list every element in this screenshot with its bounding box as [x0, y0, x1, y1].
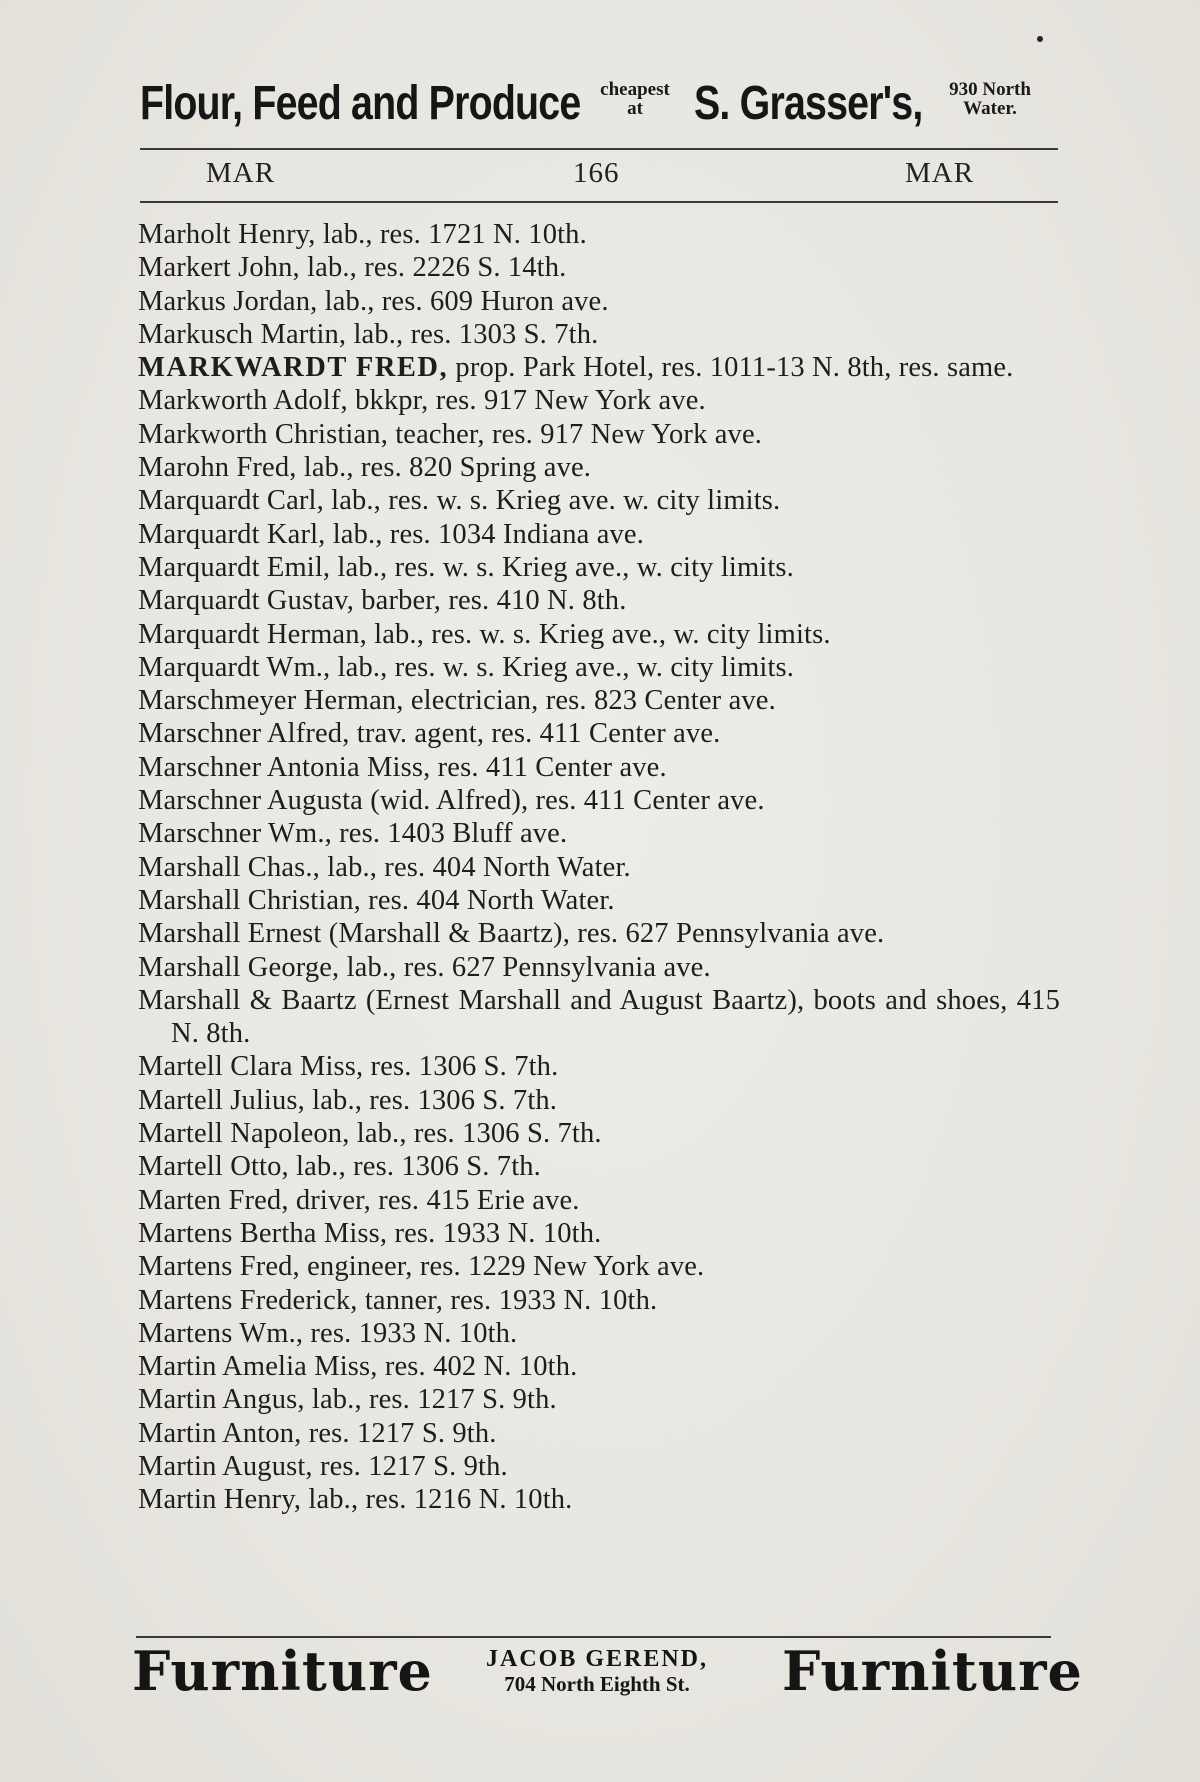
directory-entry — [138, 817, 1060, 850]
ad-furniture-left: Furniture — [132, 1639, 433, 1703]
footer-rule — [136, 1636, 1051, 1638]
directory-entry — [138, 318, 1060, 351]
entry-details: res. 1217 S. 9th. — [312, 1450, 508, 1482]
ad-main-text: Flour, Feed and Produce — [140, 77, 581, 130]
directory-entry — [138, 1284, 1060, 1317]
entry-name: Marquardt Wm., — [138, 651, 331, 683]
ad-address-line1: 930 North — [949, 79, 1031, 100]
entry-name: Martell Julius, — [138, 1084, 305, 1116]
directory-entry — [138, 1050, 1060, 1083]
entry-name: Martin August, — [138, 1450, 313, 1482]
entry-name: Marschner Augusta — [138, 785, 363, 817]
entry-details: lab., res. 1303 S. 7th. — [346, 318, 599, 350]
entry-name: Marschmeyer Herman, — [138, 685, 404, 717]
directory-entry — [138, 484, 1060, 517]
ad-address-line2: Water. — [963, 98, 1017, 119]
directory-entry — [138, 251, 1060, 284]
entry-name: MARKWARDT FRED, — [138, 352, 449, 384]
entry-details: res. 402 N. 10th. — [377, 1351, 578, 1383]
directory-entry — [138, 1417, 1060, 1450]
entry-details: lab., res. w. s. Krieg ave. w. city limits. — [323, 485, 781, 517]
entry-details: (Ernest Marshall and August Baartz), boots and shoes, 415 N. 8th. — [171, 984, 1060, 1050]
header-left-guide: MAR — [206, 157, 276, 189]
directory-entry — [138, 1450, 1060, 1483]
entry-name: Martens Frederick, — [138, 1284, 358, 1316]
ad-merchant-address: 704 North Eighth St. — [504, 1672, 690, 1696]
entry-details: res. 404 North Water. — [360, 884, 615, 916]
bottom-advertisement — [132, 1639, 1083, 1720]
directory-entry — [138, 917, 1060, 950]
directory-entry — [138, 1317, 1060, 1350]
directory-entry — [138, 218, 1060, 251]
directory-entry — [138, 1084, 1060, 1117]
entry-name: Marquardt Herman, — [138, 618, 367, 650]
directory-entry — [138, 951, 1060, 984]
directory-entry — [138, 1150, 1060, 1183]
entry-details: res. 1403 Bluff ave. — [331, 818, 568, 850]
entry-name: Martin Anton, — [138, 1417, 302, 1449]
directory-entry — [138, 551, 1060, 584]
entry-name: Marquardt Emil, — [138, 551, 331, 583]
entry-details: trav. agent, res. 411 Center ave. — [349, 718, 721, 750]
entry-name: Marschner Antonia Miss, — [138, 751, 431, 783]
entry-details: lab., res. 2226 S. 14th. — [299, 252, 567, 284]
entry-name: Martell Napoleon, — [138, 1118, 350, 1150]
directory-entry — [138, 1350, 1060, 1383]
directory-entry — [138, 351, 1060, 384]
entry-details: res. 411 Center ave. — [430, 751, 667, 783]
entry-name: Marschner Alfred, — [138, 718, 350, 750]
directory-entry — [138, 984, 1060, 1051]
page-number: 166 — [573, 157, 620, 189]
header-right-guide: MAR — [905, 157, 975, 189]
entry-details: tanner, res. 1933 N. 10th. — [357, 1284, 658, 1316]
entry-details: lab., res. 609 Huron ave. — [317, 285, 609, 317]
entry-details: lab., res. 1216 N. 10th. — [301, 1484, 573, 1516]
directory-entry — [138, 518, 1060, 551]
entry-name: Marquardt Gustav, — [138, 585, 354, 617]
entry-details: res. 1306 S. 7th. — [363, 1051, 559, 1083]
ad-merchant-name: JACOB GEREND, — [485, 1646, 709, 1672]
entry-name: Marshall Christian, — [138, 884, 361, 916]
directory-entry — [138, 584, 1060, 617]
ad-address — [920, 80, 1060, 118]
entry-details: res. 1217 S. 9th. — [301, 1417, 497, 1449]
entry-details: lab., res. 1306 S. 7th. — [349, 1118, 602, 1150]
entry-name: Martens Fred, — [138, 1251, 300, 1283]
entry-details: lab., res. 1306 S. 7th. — [304, 1084, 558, 1116]
directory-entry — [138, 1250, 1060, 1283]
entry-details: res. 1933 N. 10th. — [387, 1217, 602, 1249]
ad-cheapest-at — [580, 80, 690, 118]
entry-details: bkkpr, res. 917 New York ave. — [347, 385, 706, 417]
entry-details: res. 1933 N. 10th. — [303, 1317, 518, 1349]
ad-at: at — [627, 98, 643, 119]
ink-speck — [1037, 36, 1043, 42]
directory-entry — [138, 384, 1060, 417]
entry-details: lab., res. 1034 Indiana ave. — [325, 518, 644, 550]
entry-name: Marshall George, — [138, 951, 340, 983]
entry-details: electrician, res. 823 Center ave. — [403, 685, 776, 717]
entry-name: Markusch Martin, — [138, 318, 347, 350]
directory-entry — [138, 751, 1060, 784]
entry-name: Marquardt Carl, — [138, 485, 324, 517]
directory-entry — [138, 684, 1060, 717]
entry-name: Martin Henry, — [138, 1484, 302, 1516]
directory-entry — [138, 784, 1060, 817]
directory-entry — [138, 1184, 1060, 1217]
directory-entry — [138, 651, 1060, 684]
top-advertisement — [140, 78, 1060, 140]
entry-name: Marholt Henry, — [138, 219, 316, 250]
directory-entry — [138, 1217, 1060, 1250]
entry-details: lab., res. 1721 N. 10th. — [315, 219, 587, 250]
entry-name: Martin Amelia Miss, — [138, 1351, 378, 1383]
entry-name: Markert John, — [138, 252, 300, 284]
directory-entry — [138, 1483, 1060, 1516]
entry-details: lab., res. 820 Spring ave. — [296, 452, 592, 484]
entry-name: Marten Fred, — [138, 1184, 289, 1216]
entry-details: prop. Park Hotel, res. 1011-13 N. 8th, res. same. — [448, 352, 1014, 384]
directory-entry — [138, 1383, 1060, 1416]
entry-details: lab., res. w. s. Krieg ave., w. city limits. — [330, 651, 795, 683]
directory-entry — [138, 851, 1060, 884]
entry-name: Marshall Ernest — [138, 918, 322, 950]
entry-name: Martens Bertha Miss, — [138, 1217, 388, 1249]
header-rule-top — [140, 148, 1058, 150]
directory-entry — [138, 285, 1060, 318]
entry-details: lab., res. 404 North Water. — [319, 851, 631, 883]
directory-entry — [138, 717, 1060, 750]
entry-name: Markworth Adolf, — [138, 385, 348, 417]
entry-name: Marshall & Baartz — [138, 984, 357, 1016]
entry-details: lab., res. 627 Pennsylvania ave. — [339, 951, 711, 983]
ad-cheapest: cheapest — [600, 79, 670, 100]
entry-name: Martell Clara Miss, — [138, 1051, 364, 1083]
entry-details: driver, res. 415 Erie ave. — [288, 1184, 580, 1216]
entry-name: Marquardt Karl, — [138, 518, 326, 550]
entry-name: Marohn Fred, — [138, 452, 297, 484]
entry-details: (Marshall & Baartz), res. 627 Pennsylvania ave. — [321, 918, 885, 950]
entry-details: engineer, res. 1229 New York ave. — [299, 1251, 705, 1283]
entry-name: Martin Angus, — [138, 1384, 305, 1416]
entry-details: teacher, res. 917 New York ave. — [387, 418, 763, 450]
entry-details: lab., res. w. s. Krieg ave., w. city limits. — [366, 618, 831, 650]
entry-name: Markus Jordan, — [138, 285, 318, 317]
entry-details: lab., res. w. s. Krieg ave., w. city limits. — [330, 551, 794, 583]
entry-name: Markworth Christian, — [138, 418, 388, 450]
entry-name: Martell Otto, — [138, 1151, 289, 1183]
directory-entry — [138, 618, 1060, 651]
directory-entry — [138, 884, 1060, 917]
header-rule-bottom — [140, 201, 1058, 203]
directory-entry — [138, 1117, 1060, 1150]
ad-merchant — [422, 1646, 772, 1696]
directory-entry — [138, 451, 1060, 484]
entry-details: (wid. Alfred), res. 411 Center ave. — [362, 785, 765, 817]
entry-details: lab., res. 1217 S. 9th. — [304, 1384, 557, 1416]
entry-details: lab., res. 1306 S. 7th. — [288, 1151, 541, 1183]
directory-entry — [138, 418, 1060, 451]
entry-name: Martens Wm., — [138, 1317, 304, 1349]
ad-furniture-right: Furniture — [782, 1639, 1083, 1703]
entry-name: Marshall Chas., — [138, 851, 320, 883]
entry-name: Marschner Wm., — [138, 818, 332, 850]
entry-details: barber, res. 410 N. 8th. — [353, 585, 627, 617]
directory-listing — [138, 218, 1060, 1517]
ad-store-name: S. Grasser's, — [694, 77, 923, 130]
